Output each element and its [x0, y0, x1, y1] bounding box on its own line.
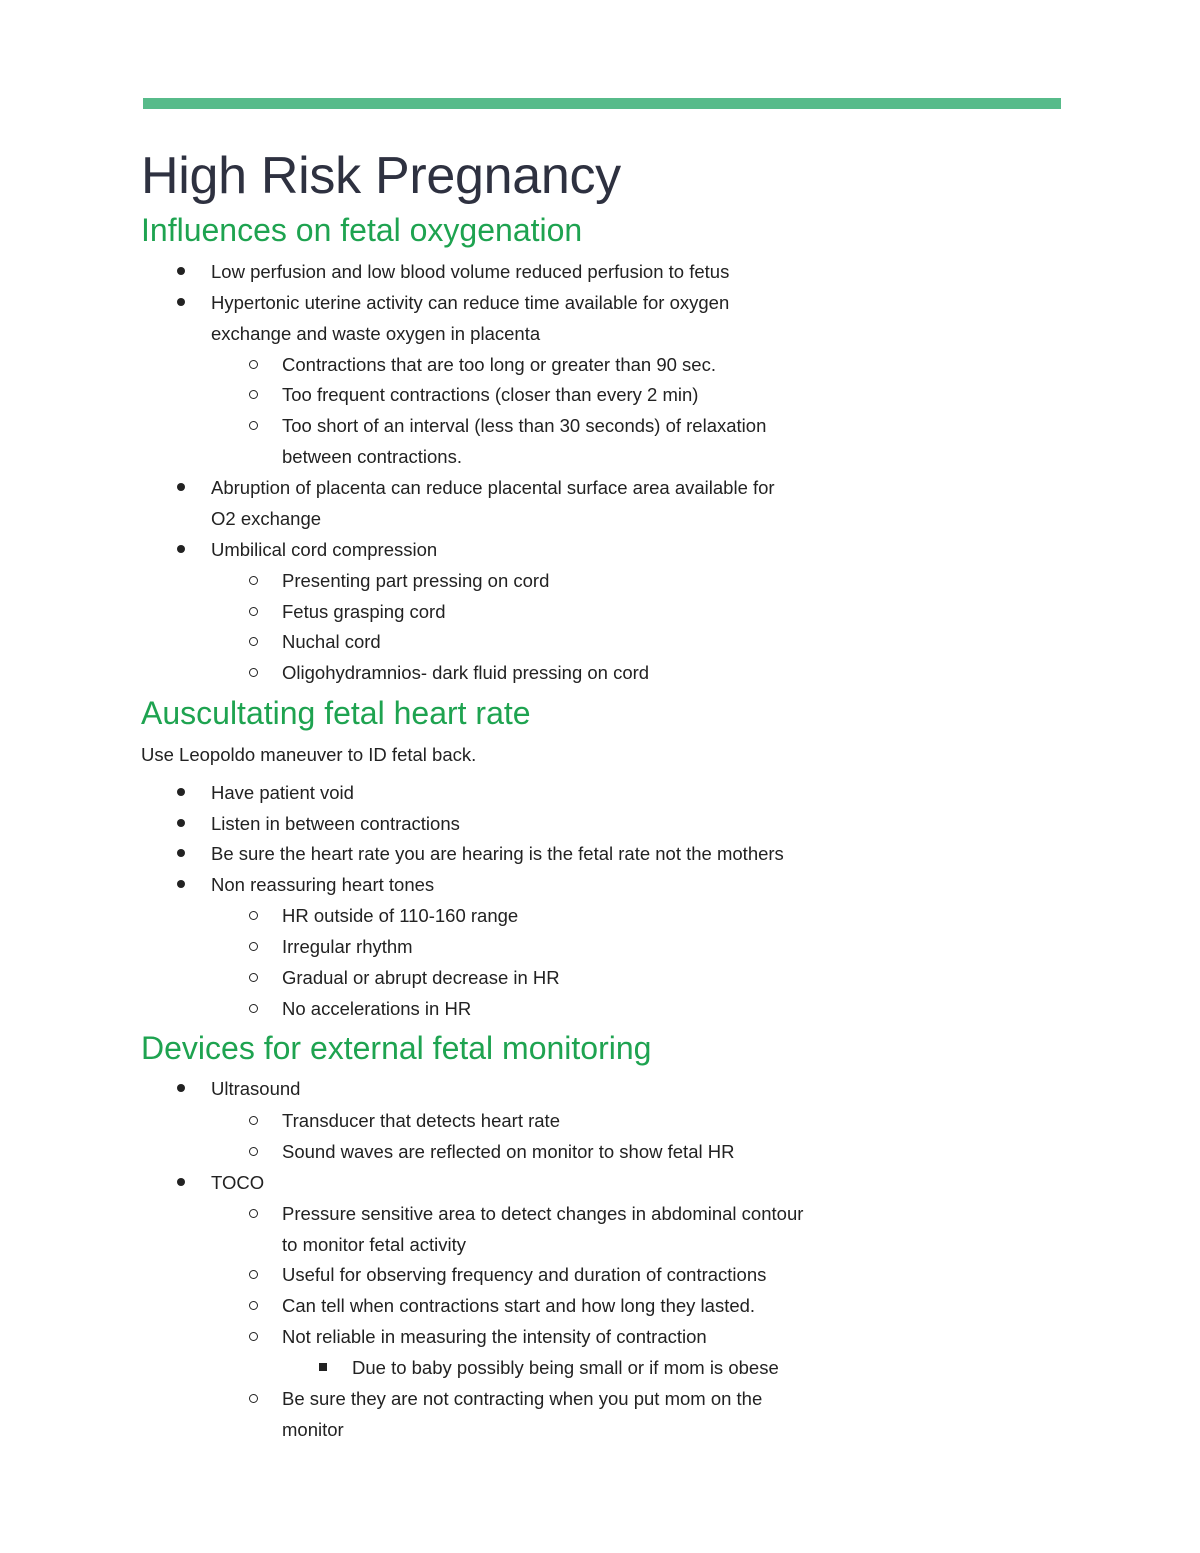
bullet-circle-icon: [249, 607, 258, 616]
list-item: Abruption of placenta can reduce placental surface area available for: [211, 477, 775, 498]
bullet-dot-icon: [177, 545, 185, 553]
list-item: Useful for observing frequency and duration of contractions: [282, 1264, 767, 1285]
bullet-circle-icon: [249, 576, 258, 585]
bullet-circle-icon: [249, 1004, 258, 1013]
bullet-circle-icon: [249, 390, 258, 399]
list-item: Transducer that detects heart rate: [282, 1110, 560, 1131]
bullet-circle-icon: [249, 1394, 258, 1403]
list-item: Sound waves are reflected on monitor to show fetal HR: [282, 1141, 735, 1162]
list-item: TOCO: [211, 1172, 265, 1193]
list-item: Too short of an interval (less than 30 seconds) of relaxation: [282, 415, 767, 436]
bullet-circle-icon: [249, 421, 258, 430]
page-title: High Risk Pregnancy: [141, 147, 621, 205]
bullet-dot-icon: [177, 849, 185, 857]
list-item: Oligohydramnios- dark fluid pressing on cord: [282, 662, 650, 683]
bullet-circle-icon: [249, 1301, 258, 1310]
list-item: Pressure sensitive area to detect changes in abdominal contour: [282, 1203, 804, 1224]
list-item: Be sure they are not contracting when you put mom on the: [282, 1388, 763, 1409]
bullet-circle-icon: [249, 1209, 258, 1218]
list-item: Umbilical cord compression: [211, 539, 438, 560]
list-item-continuation: monitor: [282, 1419, 344, 1440]
list-item: Gradual or abrupt decrease in HR: [282, 967, 560, 988]
bullet-circle-icon: [249, 1116, 258, 1125]
bullet-dot-icon: [177, 1084, 185, 1092]
bullet-circle-icon: [249, 1332, 258, 1341]
list-item: Listen in between contractions: [211, 813, 460, 834]
list-item: Can tell when contractions start and how long they lasted.: [282, 1295, 756, 1316]
list-item: No accelerations in HR: [282, 998, 472, 1019]
section-heading-external-monitoring: Devices for external fetal monitoring: [141, 1030, 652, 1066]
list-item: Presenting part pressing on cord: [282, 570, 550, 591]
list-item: Ultrasound: [211, 1078, 301, 1099]
bullet-dot-icon: [177, 788, 185, 796]
list-item: Nuchal cord: [282, 631, 381, 652]
bullet-dot-icon: [177, 819, 185, 827]
bullet-dot-icon: [177, 483, 185, 491]
list-item: Be sure the heart rate you are hearing is the fetal rate not the mothers: [211, 843, 784, 864]
bullet-circle-icon: [249, 1147, 258, 1156]
bullet-circle-icon: [249, 973, 258, 982]
section-heading-fetal-oxygenation: Influences on fetal oxygenation: [141, 212, 583, 248]
list-item: Irregular rhythm: [282, 936, 413, 957]
bullet-circle-icon: [249, 637, 258, 646]
bullet-dot-icon: [177, 880, 185, 888]
list-item-continuation: exchange and waste oxygen in placenta: [211, 323, 541, 344]
list-item: Due to baby possibly being small or if mom is obese: [352, 1357, 779, 1378]
bullet-circle-icon: [249, 942, 258, 951]
bullet-circle-icon: [249, 1270, 258, 1279]
list-item: Contractions that are too long or greater than 90 sec.: [282, 354, 716, 375]
bullet-square-icon: [319, 1363, 327, 1371]
list-item-continuation: O2 exchange: [211, 508, 322, 529]
bullet-circle-icon: [249, 911, 258, 920]
list-item: Too frequent contractions (closer than every 2 min): [282, 384, 699, 405]
bullet-circle-icon: [249, 360, 258, 369]
bullet-dot-icon: [177, 298, 185, 306]
bullet-dot-icon: [177, 267, 185, 275]
list-item-continuation: to monitor fetal activity: [282, 1234, 467, 1255]
list-item: Have patient void: [211, 782, 354, 803]
bullet-dot-icon: [177, 1178, 185, 1186]
list-item: Not reliable in measuring the intensity of contraction: [282, 1326, 707, 1347]
list-item: Non reassuring heart tones: [211, 874, 435, 895]
section-intro: Use Leopoldo maneuver to ID fetal back.: [141, 744, 477, 765]
list-item: Low perfusion and low blood volume reduced perfusion to fetus: [211, 261, 730, 282]
header-divider: [143, 98, 1061, 109]
list-item: Hypertonic uterine activity can reduce time available for oxygen: [211, 292, 730, 313]
section-heading-auscultating: Auscultating fetal heart rate: [141, 695, 531, 731]
bullet-circle-icon: [249, 668, 258, 677]
list-item: Fetus grasping cord: [282, 601, 446, 622]
list-item-continuation: between contractions.: [282, 446, 462, 467]
list-item: HR outside of 110-160 range: [282, 905, 519, 926]
